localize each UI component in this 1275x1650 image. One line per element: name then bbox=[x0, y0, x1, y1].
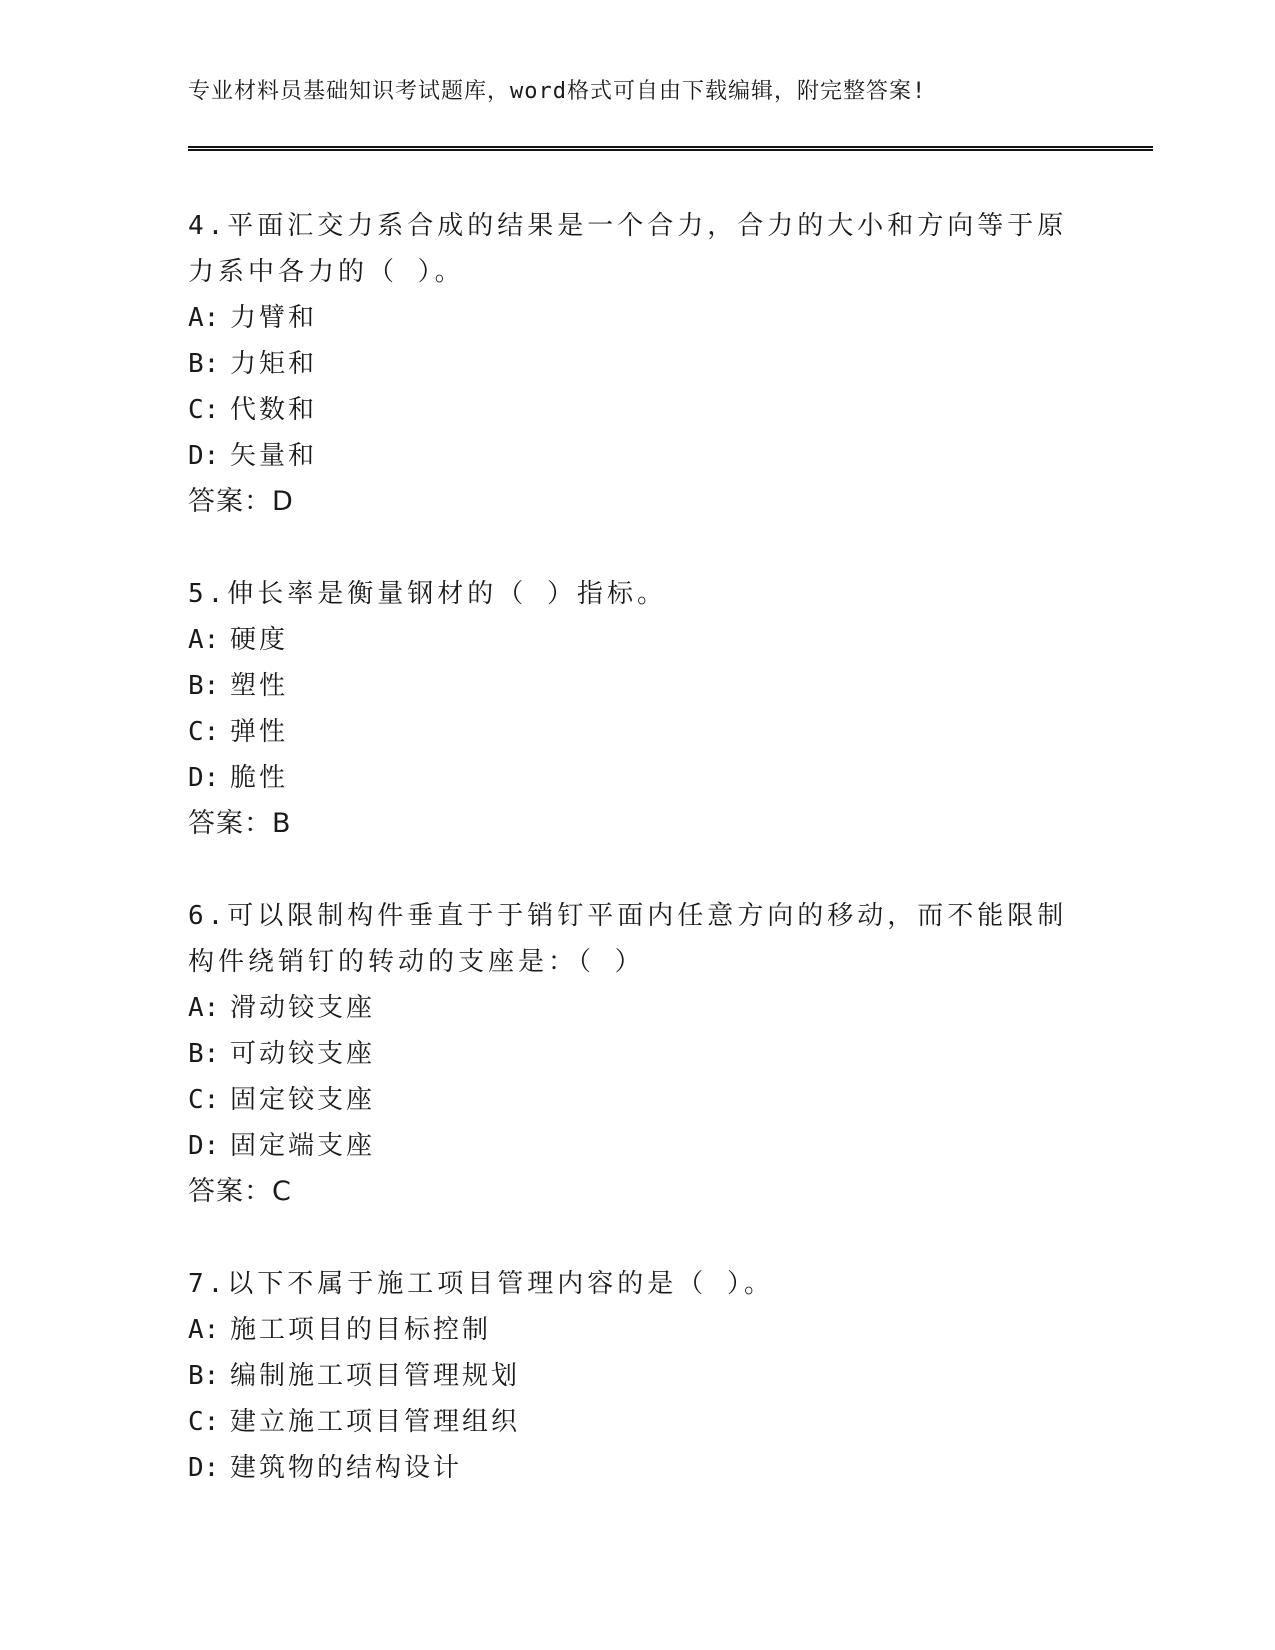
option-letter: C: bbox=[188, 1085, 220, 1115]
option-text: 建立施工项目管理组织 bbox=[230, 1407, 521, 1437]
option-text: 固定端支座 bbox=[230, 1131, 376, 1161]
option-letter: D: bbox=[188, 441, 220, 471]
option-d bbox=[188, 433, 1068, 479]
option-d bbox=[188, 1123, 1068, 1169]
option-letter: D: bbox=[188, 1131, 220, 1161]
question-item bbox=[188, 571, 1068, 847]
question-item bbox=[188, 893, 1068, 1215]
option-letter: B: bbox=[188, 671, 220, 701]
option-letter: A: bbox=[188, 625, 220, 655]
question-item bbox=[188, 1261, 1068, 1491]
option-d bbox=[188, 1445, 1068, 1491]
option-c bbox=[188, 1399, 1068, 1445]
question-item bbox=[188, 203, 1068, 525]
option-a bbox=[188, 295, 1068, 341]
option-b bbox=[188, 341, 1068, 387]
option-text: 力臂和 bbox=[230, 303, 318, 333]
option-letter: B: bbox=[188, 349, 220, 379]
option-text: 建筑物的结构设计 bbox=[230, 1453, 463, 1483]
option-b bbox=[188, 663, 1068, 709]
option-letter: C: bbox=[188, 395, 220, 425]
option-a bbox=[188, 617, 1068, 663]
option-letter: C: bbox=[188, 1407, 220, 1437]
option-text: 施工项目的目标控制 bbox=[230, 1315, 492, 1345]
option-letter: B: bbox=[188, 1361, 220, 1391]
page-header-text: 专业材料员基础知识考试题库，word格式可自由下载编辑，附完整答案! bbox=[188, 79, 927, 104]
option-letter: A: bbox=[188, 303, 220, 333]
option-text: 硬度 bbox=[230, 625, 289, 655]
option-a bbox=[188, 1307, 1068, 1353]
option-letter: B: bbox=[188, 1039, 220, 1069]
option-c bbox=[188, 1077, 1068, 1123]
answer-line: 答案：B bbox=[188, 808, 292, 839]
option-text: 代数和 bbox=[230, 395, 318, 425]
header-double-rule bbox=[188, 146, 1153, 151]
question-stem: 6.可以限制构件垂直于于销钉平面内任意方向的移动，而不能限制构件绕销钉的转动的支座是：（ ） bbox=[188, 901, 1068, 977]
option-c bbox=[188, 387, 1068, 433]
option-b bbox=[188, 1353, 1068, 1399]
option-text: 可动铰支座 bbox=[230, 1039, 376, 1069]
answer-line: 答案：C bbox=[188, 1176, 292, 1207]
option-a bbox=[188, 985, 1068, 1031]
option-text: 矢量和 bbox=[230, 441, 318, 471]
option-letter: C: bbox=[188, 717, 220, 747]
option-text: 塑性 bbox=[230, 671, 289, 701]
question-stem: 4.平面汇交力系合成的结果是一个合力，合力的大小和方向等于原力系中各力的（ ）。 bbox=[188, 211, 1068, 287]
option-letter: A: bbox=[188, 993, 220, 1023]
answer-line: 答案：D bbox=[188, 486, 294, 517]
option-text: 弹性 bbox=[230, 717, 289, 747]
option-text: 编制施工项目管理规划 bbox=[230, 1361, 521, 1391]
option-text: 滑动铰支座 bbox=[230, 993, 376, 1023]
question-list bbox=[188, 203, 1068, 1537]
question-stem: 5.伸长率是衡量钢材的（ ）指标。 bbox=[188, 579, 667, 609]
option-letter: D: bbox=[188, 763, 220, 793]
option-text: 力矩和 bbox=[230, 349, 318, 379]
question-stem: 7.以下不属于施工项目管理内容的是（ ）。 bbox=[188, 1269, 774, 1299]
option-text: 固定铰支座 bbox=[230, 1085, 376, 1115]
option-letter: D: bbox=[188, 1453, 220, 1483]
option-letter: A: bbox=[188, 1315, 220, 1345]
option-c bbox=[188, 709, 1068, 755]
option-d bbox=[188, 755, 1068, 801]
option-b bbox=[188, 1031, 1068, 1077]
option-text: 脆性 bbox=[230, 763, 289, 793]
